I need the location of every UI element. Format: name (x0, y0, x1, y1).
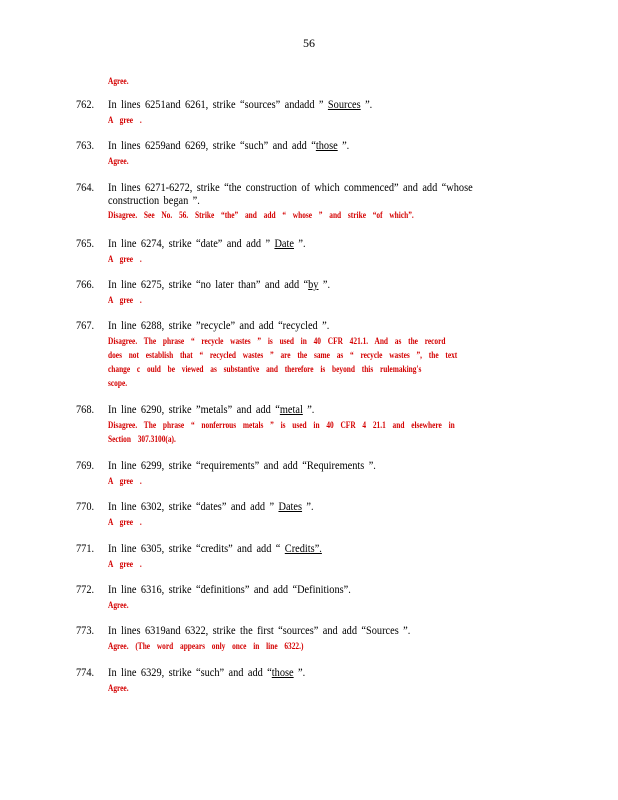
response-line: Disagree. See No. 56. Strike “the” and add “ whose ” and strike “of which”. (108, 209, 414, 220)
amendment-number: 771. (76, 542, 95, 555)
response-line: A gree . (108, 253, 142, 264)
response-line: does not establish that “ recycled wastes ” are the same as “ recycle wastes ”, the text (108, 350, 458, 361)
amendment-item (0, 279, 618, 320)
leading-response: Agree. (108, 76, 129, 86)
amendment-list (0, 99, 618, 708)
instruction-text: In line 6302, strike “dates” and add ” (108, 501, 279, 514)
response-line: Section 307.3100(a). (108, 434, 176, 445)
inserted-text: Credits”. (284, 542, 322, 555)
inserted-text: Date (274, 237, 294, 250)
response-comment (108, 681, 493, 695)
response-comment (108, 515, 493, 529)
amendment-number: 774. (76, 666, 95, 679)
inserted-text: by (308, 278, 319, 291)
response-comment (108, 113, 493, 127)
amendment-number: 769. (76, 460, 95, 473)
amendment-instruction (108, 667, 549, 680)
amendment-number: 762. (76, 99, 95, 111)
amendment-item (0, 543, 618, 584)
instruction-text: In lines 6271-6272, strike “the construction of which commenced” and add “whose (108, 181, 473, 194)
inserted-text: Sources (327, 99, 361, 111)
amendment-item (0, 140, 618, 181)
response-line: A gree . (108, 558, 142, 569)
amendment-item (0, 238, 618, 279)
response-comment (108, 418, 493, 446)
instruction-text-end: ”. (318, 278, 331, 291)
page-number: 56 (303, 36, 315, 50)
response-comment (108, 598, 493, 612)
instruction-text: In line 6305, strike “credits” and add “ (108, 542, 285, 555)
instruction-text: In line 6275, strike “no later than” and add “ (108, 278, 309, 291)
instruction-text-end: ”. (302, 404, 315, 417)
instruction-text: In line 6299, strike “requirements” and add “Requirements ”. (108, 460, 376, 473)
response-line: Disagree. The phrase “ recycle wastes ” is used in 40 CFR 421.1. And as the record (108, 336, 446, 347)
amendment-instruction (108, 501, 549, 514)
amendment-instruction (108, 404, 549, 417)
response-comment (108, 639, 493, 653)
instruction-text-end: ”. (360, 99, 373, 111)
inserted-text: those (271, 666, 294, 679)
instruction-text-end: ”. (337, 140, 350, 153)
inserted-text: metal (279, 404, 303, 417)
instruction-text: In lines 6251and 6261, strike “sources” andadd ” (108, 99, 328, 111)
response-comment (108, 474, 493, 488)
instruction-text: In line 6290, strike ”metals” and add “ (108, 404, 280, 417)
amendment-item (0, 99, 618, 140)
amendment-number: 766. (76, 278, 95, 291)
amendment-item (0, 460, 618, 501)
response-line: Disagree. The phrase “ nonferrous metals ” is used in 40 CFR 4 21.1 and elsewhere in (108, 420, 455, 431)
response-line: Agree. (108, 600, 129, 611)
amendment-instruction (108, 140, 549, 153)
response-line: Agree. (The word appears only once in line 6322.) (108, 641, 304, 652)
inserted-text: those (315, 140, 338, 153)
response-line: A gree . (108, 517, 142, 528)
response-line: A gree . (108, 476, 142, 487)
amendment-instruction (108, 279, 549, 292)
response-line: A gree . (108, 115, 142, 125)
amendment-item (0, 625, 618, 666)
amendment-number: 772. (76, 584, 95, 597)
amendment-number: 764. (76, 181, 95, 194)
amendment-number: 767. (76, 320, 95, 333)
response-comment (108, 208, 493, 222)
instruction-text: In lines 6319and 6322, strike the first “sources” and add “Sources ”. (108, 625, 411, 638)
amendment-instruction (108, 238, 549, 251)
amendment-instruction (108, 182, 549, 208)
amendment-number: 770. (76, 501, 95, 514)
response-line: Agree. (108, 682, 129, 693)
amendment-item (0, 501, 618, 542)
amendment-number: 765. (76, 237, 95, 250)
amendment-number: 773. (76, 625, 95, 638)
amendment-instruction (108, 584, 549, 597)
amendment-item (0, 320, 618, 404)
amendment-instruction (108, 543, 549, 556)
response-line: change c ould be viewed as substantive and therefore is beyond this rulemaking's (108, 364, 422, 375)
amendment-item (0, 584, 618, 625)
amendment-item (0, 404, 618, 460)
response-comment (108, 293, 493, 307)
response-comment (108, 557, 493, 571)
amendment-number: 768. (76, 404, 95, 417)
amendment-item (0, 667, 618, 708)
amendment-number: 763. (76, 140, 95, 153)
instruction-text: In line 6288, strike ”recycle” and add “recycled ”. (108, 320, 330, 333)
response-line: Agree. (108, 156, 129, 167)
instruction-text-continued: construction began ”. (108, 194, 200, 207)
response-line: A gree . (108, 294, 142, 305)
amendment-instruction (108, 460, 549, 473)
instruction-text-end: ”. (302, 501, 314, 514)
inserted-text: Dates (278, 501, 303, 514)
response-comment (108, 252, 493, 266)
amendment-item (0, 182, 618, 238)
instruction-text: In line 6329, strike “such” and add “ (108, 666, 272, 679)
amendment-instruction (108, 320, 549, 333)
response-comment (108, 154, 493, 168)
instruction-text: In lines 6259and 6269, strike “such” and add “ (108, 140, 316, 153)
instruction-text: In line 6274, strike “date” and add ” (108, 237, 275, 250)
response-comment (108, 334, 493, 390)
amendment-instruction (108, 99, 549, 112)
instruction-text: In line 6316, strike “definitions” and add “Definitions”. (108, 584, 351, 597)
instruction-text-end: ”. (293, 666, 306, 679)
instruction-text-end: ”. (293, 237, 306, 250)
amendment-instruction (108, 625, 549, 638)
response-line: scope. (108, 378, 128, 389)
